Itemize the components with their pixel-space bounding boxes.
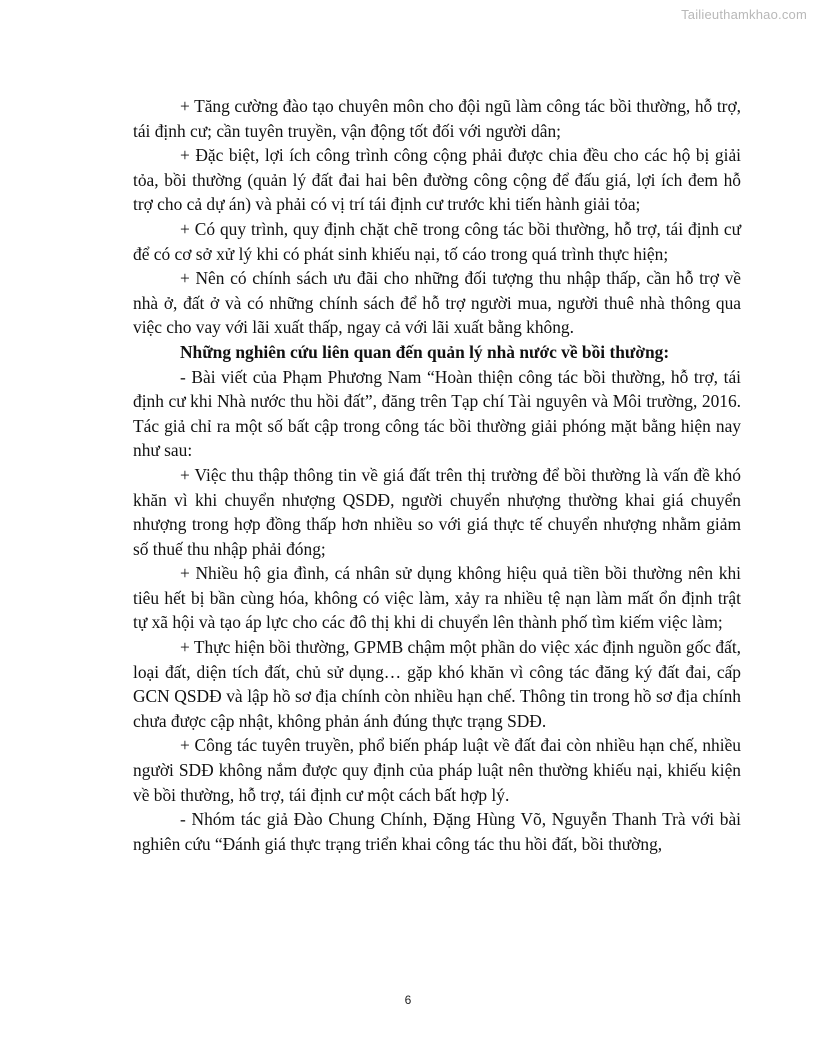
paragraph-low-income-policy: + Nên có chính sách ưu đãi cho những đối tượng thu nhập thấp, cần hỗ trợ về nhà ở, đất ở và có những chính sách để hỗ trợ người mua, người thuê nhà thông qua việc cho vay với lãi xuất thấp, ngay cả với lãi xuất bằng không. (133, 268, 741, 338)
document-body (133, 94, 741, 856)
paragraph-land-price-info: + Việc thu thập thông tin về giá đất trên thị trường để bồi thường là vấn đề khó khăn vì khi chuyển nhượng QSDĐ, người chuyển nhượng thường khai giá chuyển nhượng trong hợp đồng thấp hơn nhiều so với giá thực tế chuyển nhượng nhằm giảm số thuế thu nhập phải đóng; (133, 464, 741, 559)
paragraph-law-dissemination: + Công tác tuyên truyền, phổ biến pháp luật về đất đai còn nhiều hạn chế, nhiều người SDĐ không nắm được quy định của pháp luật nên thường khiếu nại, khiếu kiện về bồi thường, hỗ trợ, tái định cư một cách bất hợp lý. (133, 735, 741, 805)
paragraph-gpmb-delay: + Thực hiện bồi thường, GPMB chậm một phần do việc xác định nguồn gốc đất, loại đất, diện tích đất, chủ sử dụng… gặp khó khăn vì công tác đăng ký đất đai, cấp GCN QSDĐ và lập hồ sơ địa chính còn nhiều hạn chế. Thông tin trong hồ sơ địa chính chưa được cập nhật, không phản ánh đúng thực trạng SDĐ. (133, 637, 741, 731)
page-number: 6 (404, 993, 412, 1007)
paragraph-public-benefit: + Đặc biệt, lợi ích công trình công cộng phải được chia đều cho các hộ bị giải tỏa, bồi thường (quản lý đất đai hai bên đường công cộng để đấu giá, lợi ích đem hỗ trợ cho cả dự án) và phải có vị trí tái định cư trước khi tiến hành giải tỏa; (133, 145, 741, 215)
paragraph-training: + Tăng cường đào tạo chuyên môn cho đội ngũ làm công tác bồi thường, hỗ trợ, tái định cư; cần tuyên truyền, vận động tốt đối với người dân; (133, 96, 741, 141)
watermark-text: Tailieuthamkhao.com (681, 7, 807, 22)
paragraph-procedure: + Có quy trình, quy định chặt chẽ trong công tác bồi thường, hỗ trợ, tái định cư để có cơ sở xử lý khi có phát sinh khiếu nại, tố cáo trong quá trình thực hiện; (133, 218, 741, 264)
paragraph-dao-chung-chinh: - Nhóm tác giả Đào Chung Chính, Đặng Hùng Võ, Nguyễn Thanh Trà với bài nghiên cứu “Đánh giá thực trạng triển khai công tác thu hồi đất, bồi thường, (133, 809, 741, 854)
section-heading: Những nghiên cứu liên quan đến quản lý nhà nước về bồi thường: (180, 341, 670, 362)
paragraph-compensation-use: + Nhiều hộ gia đình, cá nhân sử dụng không hiệu quả tiền bồi thường nên khi tiêu hết bị bần cùng hóa, không có việc làm, xảy ra nhiều tệ nạn làm mất ổn định trật tự xã hội và tạo áp lực cho các đô thị khi di chuyển lên thành phố tìm kiếm việc làm; (133, 563, 741, 633)
paragraph-pham-phuong-nam: - Bài viết của Phạm Phương Nam “Hoàn thiện công tác bồi thường, hỗ trợ, tái định cư khi Nhà nước thu hồi đất”, đăng trên Tạp chí Tài nguyên và Môi trường, 2016. Tác giả chỉ ra một số bất cập trong công tác bồi thường giải phóng mặt bằng hiện nay như sau: (133, 366, 741, 461)
